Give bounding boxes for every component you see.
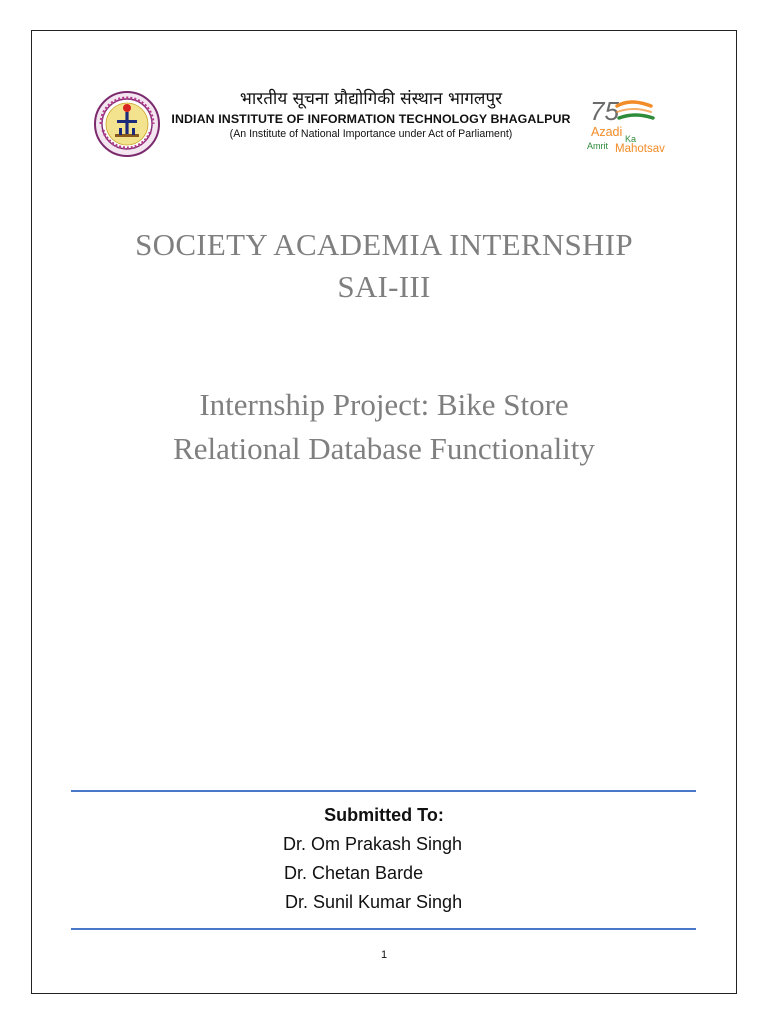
project-title-line-2: Relational Database Functionality	[173, 431, 595, 466]
institute-seal-icon	[93, 90, 161, 158]
logo-word-ka: Ka	[625, 134, 637, 144]
project-title-line-1: Internship Project: Bike Store	[199, 387, 569, 422]
title-line-2: SAI-III	[337, 269, 431, 304]
project-title	[0, 383, 768, 471]
submitted-to-person-3: Dr. Sunil Kumar Singh	[285, 892, 463, 912]
page-number: 1	[380, 949, 388, 961]
logo-number: 75	[590, 96, 619, 126]
logo-word-azadi: Azadi	[591, 125, 623, 139]
submitted-to-person-1: Dr. Om Prakash Singh	[283, 834, 463, 854]
institute-name-block	[171, 88, 571, 141]
azadi-ka-amrit-mahotsav-logo	[587, 94, 683, 154]
submitted-to-heading: Submitted To:	[324, 805, 444, 825]
institute-name-hindi: भारतीय सूचना प्रौद्योगिकी संस्थान भागलपुर	[239, 89, 503, 109]
bottom-divider	[71, 928, 696, 930]
submitted-to-person-2: Dr. Chetan Barde	[284, 863, 424, 883]
top-divider	[71, 790, 696, 792]
logo-word-mahotsav: Mahotsav	[615, 143, 665, 154]
logo-word-amrit: Amrit	[587, 141, 608, 151]
institute-name-english: INDIAN INSTITUTE OF INFORMATION TECHNOLOGY BHAGALPUR	[171, 112, 571, 126]
title-line-1: SOCIETY ACADEMIA INTERNSHIP	[135, 227, 633, 262]
document-header	[93, 88, 683, 160]
institute-tagline: (An Institute of National Importance under Act of Parliament)	[229, 128, 513, 140]
document-title	[0, 224, 768, 308]
